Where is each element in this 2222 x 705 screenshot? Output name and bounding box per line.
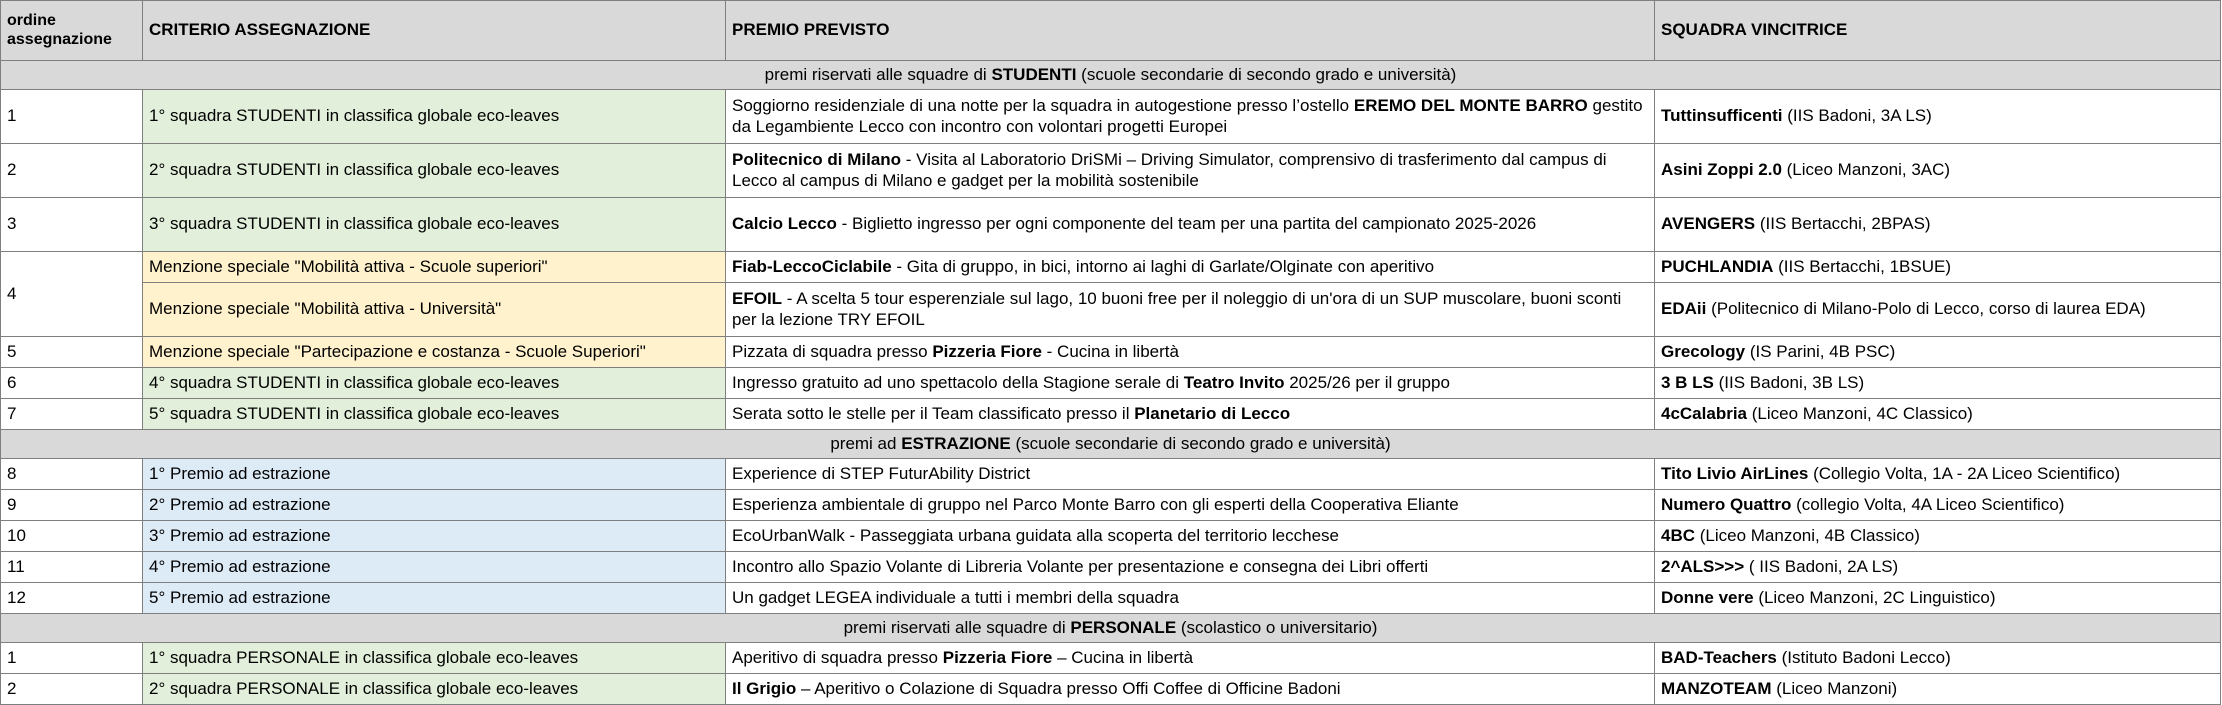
prize-cell: Calcio Lecco - Biglietto ingresso per ogni componente del team per una partita del campionato 2025-2026	[726, 198, 1655, 252]
winner-cell: Asini Zoppi 2.0 (Liceo Manzoni, 3AC)	[1655, 144, 2221, 198]
order-cell: 12	[1, 583, 143, 614]
table-row	[1, 552, 2221, 583]
header-winner: SQUADRA VINCITRICE	[1655, 1, 2221, 61]
order-cell: 6	[1, 368, 143, 399]
criterion-cell: 3° Premio ad estrazione	[143, 521, 726, 552]
order-cell: 2	[1, 674, 143, 705]
order-cell: 8	[1, 459, 143, 490]
table-row	[1, 337, 2221, 368]
table-row	[1, 144, 2221, 198]
criterion-cell: 5° Premio ad estrazione	[143, 583, 726, 614]
winner-cell: AVENGERS (IIS Bertacchi, 2BPAS)	[1655, 198, 2221, 252]
order-cell: 1	[1, 643, 143, 674]
table-row	[1, 252, 2221, 283]
criterion-cell: Menzione speciale "Mobilità attiva - Scuole superiori"	[143, 252, 726, 283]
winner-cell: EDAii (Politecnico di Milano-Polo di Lecco, corso di laurea EDA)	[1655, 283, 2221, 337]
table-row	[1, 674, 2221, 705]
order-cell: 5	[1, 337, 143, 368]
section-row-students	[1, 61, 2221, 90]
table-row	[1, 198, 2221, 252]
prize-cell: EcoUrbanWalk - Passeggiata urbana guidata alla scoperta del territorio lecchese	[726, 521, 1655, 552]
winner-cell: Grecology (IS Parini, 4B PSC)	[1655, 337, 2221, 368]
prize-cell: Politecnico di Milano - Visita al Laboratorio DriSMi – Driving Simulator, comprensivo di trasferimento dal campus di Lecco al campus di Milano e gadget per la mobilità sostenibile	[726, 144, 1655, 198]
winner-cell: 4cCalabria (Liceo Manzoni, 4C Classico)	[1655, 399, 2221, 430]
prize-cell: Fiab-LeccoCiclabile - Gita di gruppo, in bici, intorno ai laghi di Garlate/Olginate con aperitivo	[726, 252, 1655, 283]
criterion-cell: 4° squadra STUDENTI in classifica globale eco-leaves	[143, 368, 726, 399]
section-title-students: premi riservati alle squadre di STUDENTI (scuole secondarie di secondo grado e università)	[1, 61, 2221, 90]
header-prize: PREMIO PREVISTO	[726, 1, 1655, 61]
prize-cell: Il Grigio – Aperitivo o Colazione di Squadra presso Offi Coffee di Officine Badoni	[726, 674, 1655, 705]
prize-cell: Ingresso gratuito ad uno spettacolo della Stagione serale di Teatro Invito 2025/26 per il gruppo	[726, 368, 1655, 399]
criterion-cell: Menzione speciale "Partecipazione e costanza - Scuole Superiori"	[143, 337, 726, 368]
section-row-draw	[1, 430, 2221, 459]
header-row	[1, 1, 2221, 61]
section-title-staff: premi riservati alle squadre di PERSONALE (scolastico o universitario)	[1, 614, 2221, 643]
criterion-cell: 1° squadra STUDENTI in classifica globale eco-leaves	[143, 90, 726, 144]
prize-cell: Serata sotto le stelle per il Team classificato presso il Planetario di Lecco	[726, 399, 1655, 430]
criterion-cell: 1° squadra PERSONALE in classifica globale eco-leaves	[143, 643, 726, 674]
order-cell: 3	[1, 198, 143, 252]
header-order: ordine assegnazione	[1, 1, 143, 61]
header-criterion: CRITERIO ASSEGNAZIONE	[143, 1, 726, 61]
winner-cell: Tito Livio AirLines (Collegio Volta, 1A - 2A Liceo Scientifico)	[1655, 459, 2221, 490]
criterion-cell: Menzione speciale "Mobilità attiva - Università"	[143, 283, 726, 337]
order-cell: 7	[1, 399, 143, 430]
table-row	[1, 368, 2221, 399]
section-title-draw: premi ad ESTRAZIONE (scuole secondarie di secondo grado e università)	[1, 430, 2221, 459]
table-row	[1, 283, 2221, 337]
table-row	[1, 459, 2221, 490]
table-row	[1, 90, 2221, 144]
order-cell: 2	[1, 144, 143, 198]
criterion-cell: 2° squadra PERSONALE in classifica globale eco-leaves	[143, 674, 726, 705]
winner-cell: Tuttinsufficenti (IIS Badoni, 3A LS)	[1655, 90, 2221, 144]
criterion-cell: 5° squadra STUDENTI in classifica globale eco-leaves	[143, 399, 726, 430]
winner-cell: Numero Quattro (collegio Volta, 4A Liceo Scientifico)	[1655, 490, 2221, 521]
order-cell: 4	[1, 252, 143, 337]
table-row	[1, 583, 2221, 614]
prize-cell: Incontro allo Spazio Volante di Libreria Volante per presentazione e consegna dei Libri offerti	[726, 552, 1655, 583]
prize-cell: Pizzata di squadra presso Pizzeria Fiore - Cucina in libertà	[726, 337, 1655, 368]
order-cell: 11	[1, 552, 143, 583]
order-cell: 10	[1, 521, 143, 552]
criterion-cell: 2° squadra STUDENTI in classifica globale eco-leaves	[143, 144, 726, 198]
prize-cell: EFOIL - A scelta 5 tour esperenziale sul lago, 10 buoni free per il noleggio di un'ora di un SUP muscolare, buoni sconti per la lezione TRY EFOIL	[726, 283, 1655, 337]
winner-cell: Donne vere (Liceo Manzoni, 2C Linguistico)	[1655, 583, 2221, 614]
table-row	[1, 399, 2221, 430]
order-cell: 1	[1, 90, 143, 144]
winner-cell: PUCHLANDIA (IIS Bertacchi, 1BSUE)	[1655, 252, 2221, 283]
prize-cell: Soggiorno residenziale di una notte per la squadra in autogestione presso l’ostello EREMO DEL MONTE BARRO gestito da Legambiente Lecco con incontro con volontari progetti Europei	[726, 90, 1655, 144]
prize-cell: Experience di STEP FuturAbility District	[726, 459, 1655, 490]
criterion-cell: 2° Premio ad estrazione	[143, 490, 726, 521]
winner-cell: 3 B LS (IIS Badoni, 3B LS)	[1655, 368, 2221, 399]
table-row	[1, 521, 2221, 552]
criterion-cell: 4° Premio ad estrazione	[143, 552, 726, 583]
prize-cell: Aperitivo di squadra presso Pizzeria Fiore – Cucina in libertà	[726, 643, 1655, 674]
order-cell: 9	[1, 490, 143, 521]
table-row	[1, 490, 2221, 521]
section-row-staff	[1, 614, 2221, 643]
prize-cell: Esperienza ambientale di gruppo nel Parco Monte Barro con gli esperti della Cooperativa Eliante	[726, 490, 1655, 521]
prize-cell: Un gadget LEGEA individuale a tutti i membri della squadra	[726, 583, 1655, 614]
winner-cell: 2^ALS>>> ( IIS Badoni, 2A LS)	[1655, 552, 2221, 583]
table-row	[1, 643, 2221, 674]
winner-cell: 4BC (Liceo Manzoni, 4B Classico)	[1655, 521, 2221, 552]
criterion-cell: 3° squadra STUDENTI in classifica globale eco-leaves	[143, 198, 726, 252]
winner-cell: MANZOTEAM (Liceo Manzoni)	[1655, 674, 2221, 705]
criterion-cell: 1° Premio ad estrazione	[143, 459, 726, 490]
winner-cell: BAD-Teachers (Istituto Badoni Lecco)	[1655, 643, 2221, 674]
